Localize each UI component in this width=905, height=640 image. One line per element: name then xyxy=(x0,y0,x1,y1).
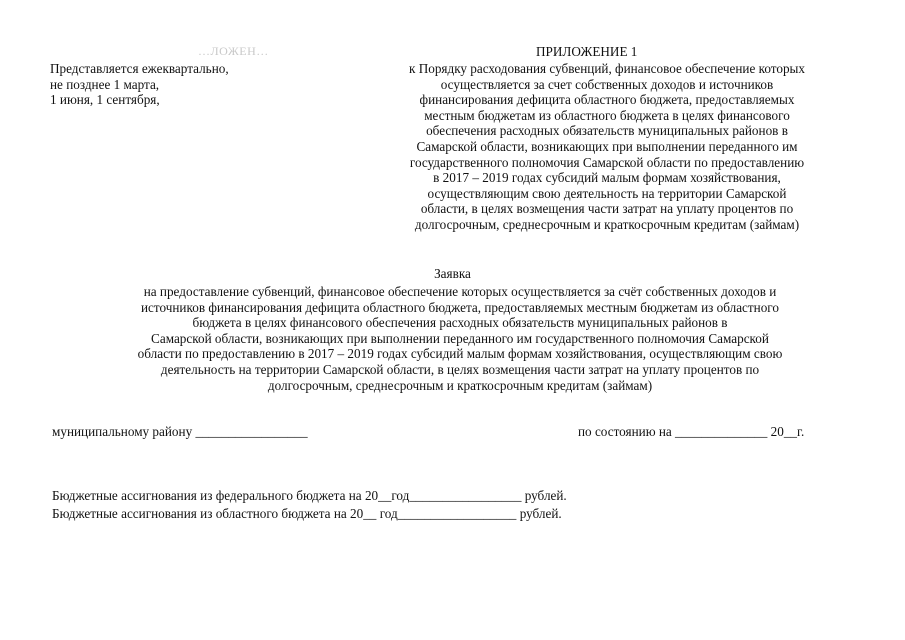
appendix-line: к Порядку расходования субвенций, финансовое обеспечение которых xyxy=(409,61,805,76)
application-line: на предоставление субвенций, финансовое обеспечение которых осуществляется за счёт собственных доходов и xyxy=(143,284,777,299)
application-text xyxy=(40,284,880,393)
submission-note-line: 1 июня, 1 сентября, xyxy=(50,92,160,108)
appendix-line: обеспечения расходных обязательств муниципальных районов в xyxy=(426,123,788,139)
appendix-line: области, в целях возмещения части затрат на уплату процентов по xyxy=(420,201,794,217)
budget-allocations xyxy=(52,488,567,524)
submission-note-line: Представляется ежеквартально, xyxy=(50,61,229,76)
appendix-line: осуществляющим свою деятельность на территории Самарской xyxy=(427,185,787,201)
appendix-line: финансирования дефицита областного бюджета, предоставляемых xyxy=(419,92,795,108)
application-line: бюджета в целях финансового обеспечения расходных обязательств муниципальных районов в xyxy=(192,315,728,331)
appendix-line: в 2017 – 2019 годах субсидий малым формам хозяйствования, xyxy=(433,170,781,186)
appendix-line: Самарской области, возникающих при выполнении переданного им xyxy=(416,138,798,154)
application-line: деятельность на территории Самарской области, в целях возмещения части затрат на уплату процентов по xyxy=(160,361,760,377)
application-line: источников финансирования дефицита областного бюджета, предоставляемых местным бюджетам из областного xyxy=(140,299,779,315)
as-of-date-field: по состоянию на ______________ 20__г. xyxy=(578,424,805,439)
federal-budget-line: Бюджетные ассигнования из федерального бюджета на 20__год_________________ рублей. xyxy=(52,488,567,503)
submission-note xyxy=(50,61,260,108)
appendix-text xyxy=(372,61,842,233)
appendix-line: долгосрочным, среднесрочным и краткосрочным кредитам (займам) xyxy=(414,216,800,232)
appendix-line: осуществляется за счет собственных доходов и источников xyxy=(440,76,774,92)
application-title: Заявка xyxy=(434,266,471,281)
appendix-line: государственного полномочия Самарской области по предоставлению xyxy=(409,154,805,170)
application-line: долгосрочным, среднесрочным и краткосрочным кредитам (займам) xyxy=(267,377,653,393)
appendix-title: ПРИЛОЖЕНИЕ 1 xyxy=(536,44,638,59)
application-line: Самарской области, возникающих при выполнении переданного им государственного полномочия Самарской xyxy=(151,330,769,346)
regional-budget-line: Бюджетные ассигнования из областного бюджета на 20__ год__________________ рублей. xyxy=(52,506,562,521)
faint-header-fragment: …ЛОЖЕН… xyxy=(198,44,269,58)
appendix-line: местным бюджетам из областного бюджета в целях финансового xyxy=(424,107,790,123)
submission-note-line: не позднее 1 марта, xyxy=(50,76,160,92)
application-line: области по предоставлению в 2017 – 2019 годах субсидий малым формам хозяйствования, осуществляющим свою xyxy=(137,346,783,362)
district-field: муниципальному району _________________ xyxy=(52,424,308,439)
